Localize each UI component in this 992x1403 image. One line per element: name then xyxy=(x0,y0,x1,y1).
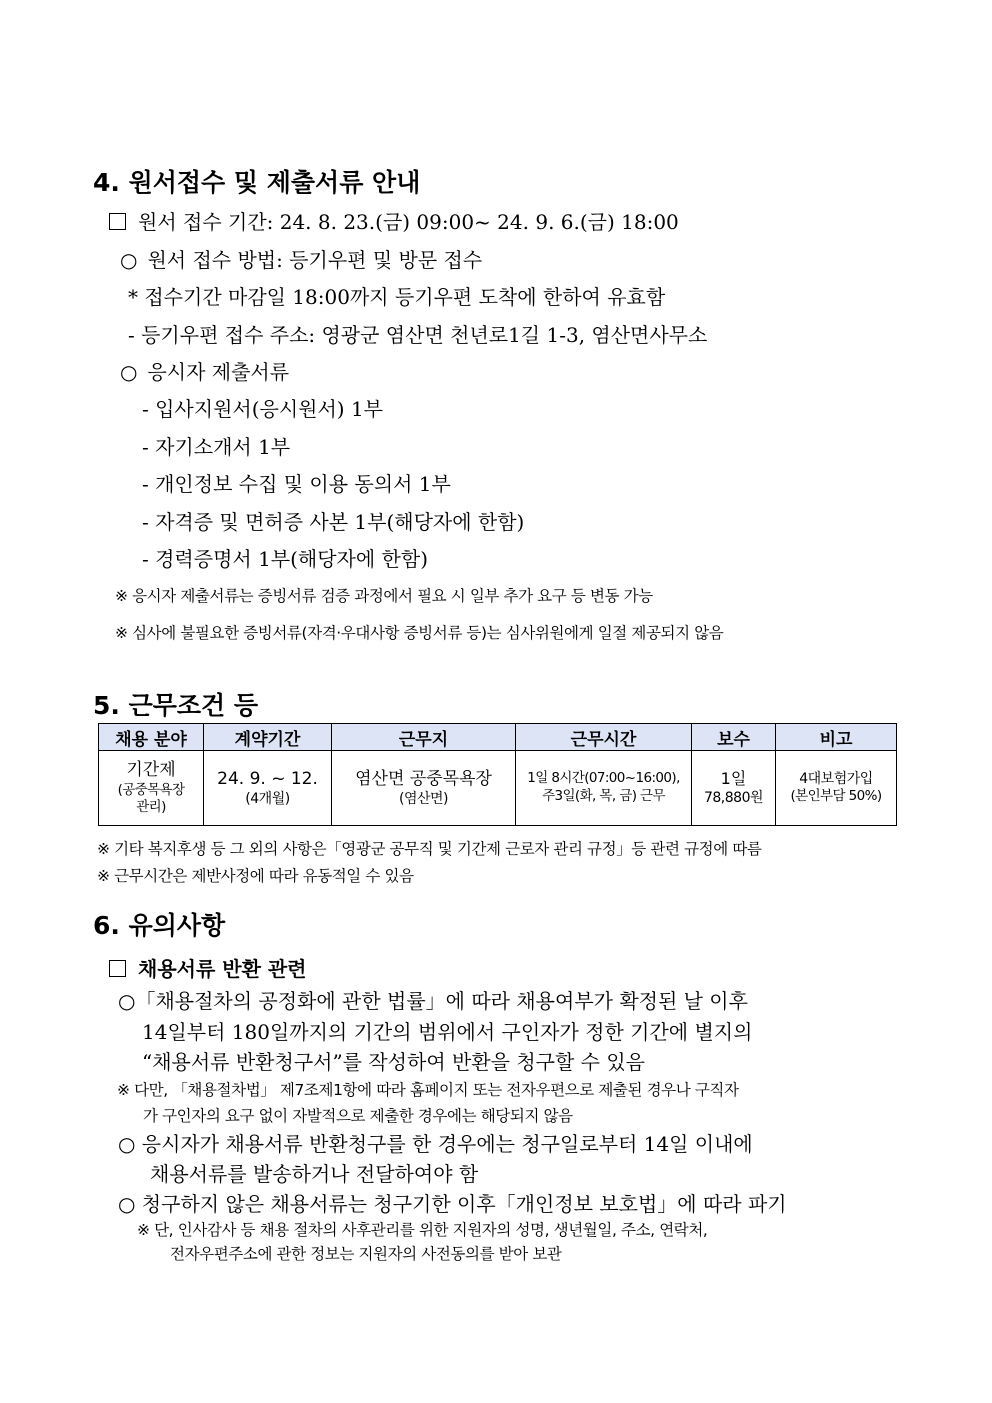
paragraph-1-line-2: 14일부터 180일까지의 기간의 범위에서 구인자가 정한 기간에 별지의 xyxy=(142,1020,753,1044)
table-header-cell: 계약기간 xyxy=(204,724,332,751)
hours-cell: 1일 8시간(07:00~16:00), 주3일(화, 목, 금) 근무 xyxy=(516,751,692,826)
mail-address: - 등기우편 접수 주소: 영광군 염산면 천년로1길 1-3, 염산면사무소 xyxy=(128,323,708,347)
field-cell: 기간제 (공중목욕장 관리) xyxy=(99,751,204,826)
note-1-line-2: 가 구인자의 요구 없이 자발적으로 제출한 경우에는 해당되지 않음 xyxy=(143,1107,573,1125)
paragraph-2-line-1: ○ 응시자가 채용서류 반환청구를 한 경우에는 청구일로부터 14일 이내에 xyxy=(118,1132,753,1156)
document-item: - 입사지원서(응시원서) 1부 xyxy=(142,397,384,421)
table-header-cell: 근무시간 xyxy=(516,724,692,751)
document-item: - 자격증 및 면허증 사본 1부(해당자에 한함) xyxy=(142,510,525,534)
application-period: 원서 접수 기간: 24. 8. 23.(금) 09:00~ 24. 9. 6.(금) 18:00 xyxy=(109,206,679,235)
document-item: - 자기소개서 1부 xyxy=(142,435,291,459)
place-cell: 염산면 공중목욕장 (염산면) xyxy=(332,751,516,826)
documents-note-2: ※ 심사에 불필요한 증빙서류(자격·우대사항 증빙서류 등)는 심사위원에게 일절 제공되지 않음 xyxy=(115,624,724,642)
note-1-line-1: ※ 다만, 「채용절차법」 제7조제1항에 따라 홈페이지 또는 전자우편으로 제출된 경우나 구직자 xyxy=(117,1081,739,1099)
conditions-note-2: ※ 근무시간은 제반사정에 따라 유동적일 수 있음 xyxy=(97,867,414,885)
work-conditions-table xyxy=(98,723,897,826)
document-item: - 개인정보 수집 및 이용 동의서 1부 xyxy=(142,472,451,496)
note-2-line-2: 전자우편주소에 관한 정보는 지원자의 사전동의를 받아 보관 xyxy=(170,1245,562,1263)
section-6-heading: 6. 유의사항 xyxy=(93,911,226,940)
square-bullet-icon xyxy=(109,213,126,230)
table-header-row xyxy=(99,724,897,751)
return-subtitle: 채용서류 반환 관련 xyxy=(109,953,307,982)
documents-title: ○ 응시자 제출서류 xyxy=(120,360,290,384)
table-row xyxy=(99,751,897,826)
table-header-cell: 채용 분야 xyxy=(99,724,204,751)
paragraph-3-line-1: ○ 청구하지 않은 채용서류는 청구기한 이후「개인정보 보호법」에 따라 파기 xyxy=(118,1192,787,1216)
circle-bullet-icon: ○ xyxy=(120,248,138,272)
application-method: ○ 원서 접수 방법: 등기우편 및 방문 접수 xyxy=(120,248,483,272)
paragraph-1-line-3: “채용서류 반환청구서”를 작성하여 반환을 청구할 수 있음 xyxy=(142,1050,645,1074)
period-cell: 24. 9. ~ 12. (4개월) xyxy=(204,751,332,826)
circle-bullet-icon: ○ xyxy=(120,360,138,384)
table-header-cell: 근무지 xyxy=(332,724,516,751)
remarks-cell: 4대보험가입 (본인부담 50%) xyxy=(776,751,897,826)
pay-cell: 1일 78,880원 xyxy=(692,751,776,826)
section-5-heading: 5. 근무조건 등 xyxy=(93,691,259,720)
section-4-heading: 4. 원서접수 및 제출서류 안내 xyxy=(93,168,421,197)
conditions-note-1: ※ 기타 복지후생 등 그 외의 사항은「영광군 공무직 및 기간제 근로자 관리 규정」등 관련 규정에 따름 xyxy=(97,840,762,858)
note-2-line-1: ※ 단, 인사감사 등 채용 절차의 사후관리를 위한 지원자의 성명, 생년월일, 주소, 연락처, xyxy=(137,1221,708,1239)
paragraph-1-line-1: ○「채용절차의 공정화에 관한 법률」에 따라 채용여부가 확정된 날 이후 xyxy=(118,989,748,1013)
deadline-note: * 접수기간 마감일 18:00까지 등기우편 도착에 한하여 유효함 xyxy=(128,285,666,309)
documents-note-1: ※ 응시자 제출서류는 증빙서류 검증 과정에서 필요 시 일부 추가 요구 등 변동 가능 xyxy=(115,587,653,605)
table-header-cell: 비고 xyxy=(776,724,897,751)
square-bullet-icon xyxy=(109,960,126,977)
document-item: - 경력증명서 1부(해당자에 한함) xyxy=(142,547,428,571)
paragraph-2-line-2: 채용서류를 발송하거나 전달하여야 함 xyxy=(150,1162,479,1186)
table-header-cell: 보수 xyxy=(692,724,776,751)
